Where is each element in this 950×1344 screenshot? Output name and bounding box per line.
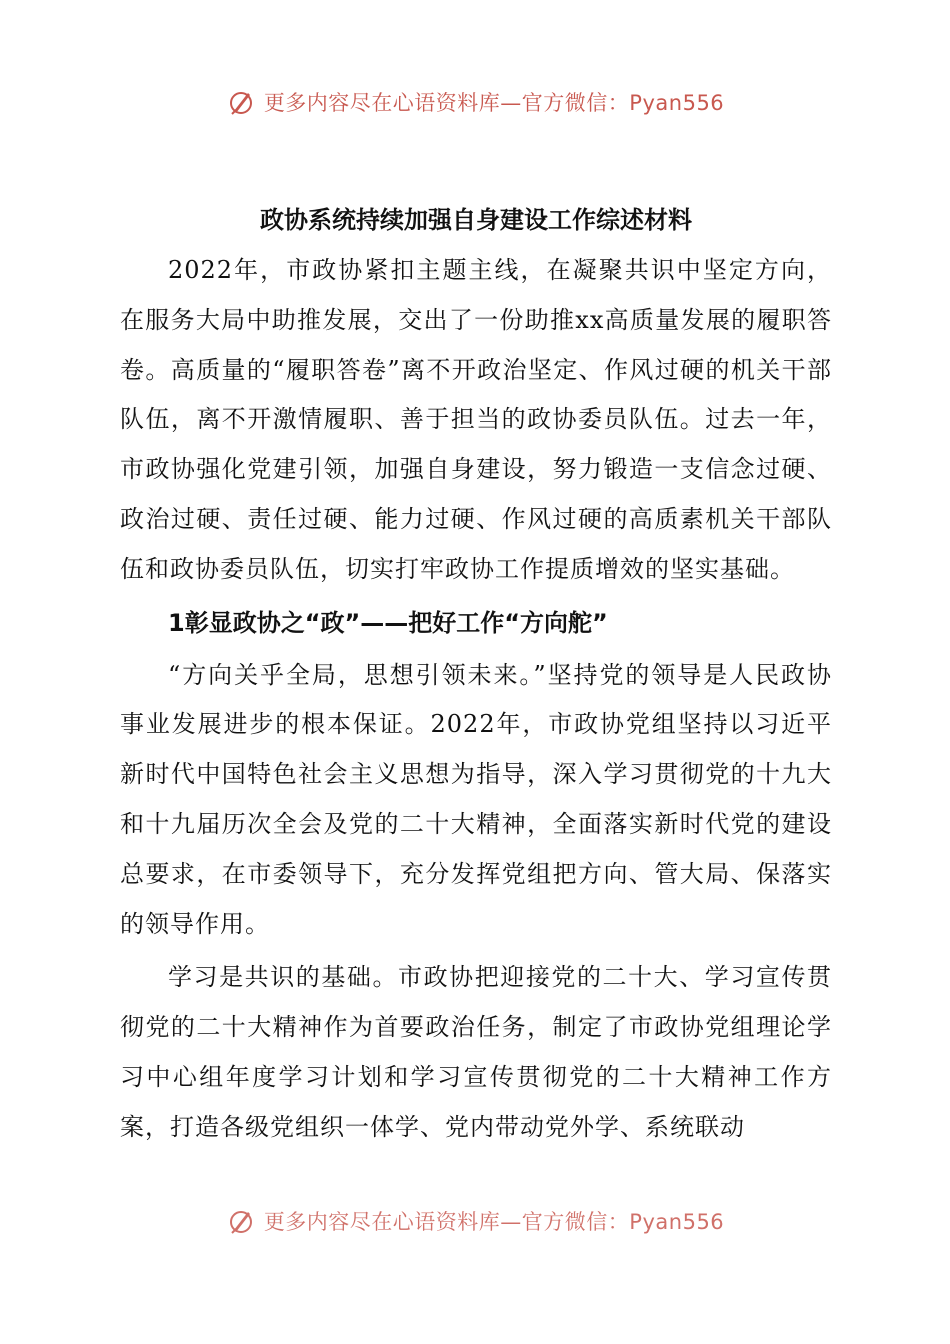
- document-title: 政协系统持续加强自身建设工作综述材料: [260, 206, 692, 234]
- document-body: [120, 200, 832, 1153]
- paragraph-section1-b: 学习是共识的基础。市政协把迎接党的二十大、学习宣传贯彻党的二十大精神作为首要政治任务，制定了市政协党组理论学习中心组年度学习计划和学习宣传贯彻党的二十大精神工作方案，打造各级党组织一体学、党内带动党外学、系统联动: [120, 963, 832, 1141]
- header-watermark: [0, 84, 950, 120]
- header-watermark-text: 更多内容尽在心语资料库—官方微信：Pyan556: [263, 91, 725, 115]
- quill-logo-icon: [226, 1206, 256, 1236]
- section-heading-1: 1彰显政协之“政”——把好工作“方向舵”: [168, 608, 608, 637]
- paragraph-section1-a: “方向关乎全局，思想引领未来。”坚持党的领导是人民政协事业发展进步的根本保证。2022年，市政协党组坚持以习近平新时代中国特色社会主义思想为指导，深入学习贯彻党的十九大和十九届历次全会及党的二十大精神，全面落实新时代党的建设总要求，在市委领导下，充分发挥党组把方向、管大局、保落实的领导作用。: [120, 660, 832, 938]
- quill-logo-icon: [226, 87, 256, 117]
- footer-watermark: [0, 1206, 950, 1236]
- paragraph-intro: 2022年，市政协紧扣主题主线，在凝聚共识中坚定方向，在服务大局中助推发展，交出了一份助推xx高质量发展的履职答卷。高质量的“履职答卷”离不开政治坚定、作风过硬的机关干部队伍，离不开激情履职、善于担当的政协委员队伍。过去一年，市政协强化党建引领，加强自身建设，努力锻造一支信念过硬、政治过硬、责任过硬、能力过硬、作风过硬的高质素机关干部队伍和政协委员队伍，切实打牢政协工作提质增效的坚实基础。: [120, 256, 832, 583]
- footer-watermark-text: 更多内容尽在心语资料库—官方微信：Pyan556: [263, 1210, 725, 1234]
